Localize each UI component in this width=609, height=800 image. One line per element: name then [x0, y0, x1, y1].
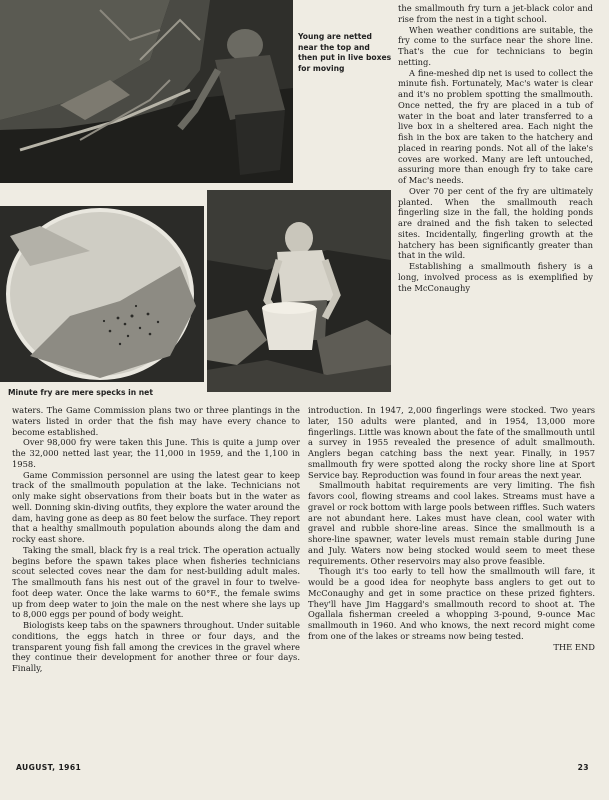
- paragraph: Game Commission personnel are using the latest gear to keep track of the smallmouth population at the lake. Technicians not only make sight observations from their boats but in the water as well. Donning skin-diving outfits, they explore the water around the dam, having gone as deep as 80 feet below the surface. They report that a healthy smallmouth population abounds along the dam and rocky east shore.: [12, 469, 300, 544]
- bucket-photo-graphic: [207, 190, 391, 392]
- paragraph: waters. The Game Commission plans two or three plantings in the waters listed in order that the fish may have every chance to become established.: [12, 405, 300, 437]
- paragraph: Biologists keep tabs on the spawners throughout. Under suitable conditions, the eggs hatch in three or four days, and the transparent young fish fall among the crevices in the gravel where they continue their development for another three or four days. Finally,: [12, 620, 300, 673]
- paragraph: the smallmouth fry turn a jet-black color and rise from the nest in a tight school.: [398, 3, 593, 24]
- photo-technician-bucket: [207, 190, 391, 392]
- paragraph: When weather conditions are suitable, the fry come to the surface near the shore line. That's the cue for technicians to begin netting.: [398, 24, 593, 67]
- paragraph: Over 70 per cent of the fry are ultimately planted. When the smallmouth reach fingerling size in the fall, the holding ponds are drained and the fish taken to selected sites. Incidentally, fingerling growth at the hatchery has been significantly greater than that in the wild.: [398, 185, 593, 261]
- text-column-right-top: [398, 3, 593, 293]
- photo-netting-fry: [0, 0, 293, 183]
- photo-fry-in-net: [0, 206, 204, 382]
- net-photo-graphic: [0, 206, 204, 382]
- paragraph: Smallmouth habitat requirements are very limiting. The fish favors cool, flowing streams and cool lakes. Streams must have a gravel or rock bottom with large pools between riffles. Such waters are not abundant here. Lakes must have clean, cool water with gravel and rubble shore-line areas. Since the smallmouth is a shore-line spawner, water levels must remain stable during June and July. Waters now being stocked would seem to meet these requirements. Other reservoirs may also prove feasible.: [308, 480, 595, 566]
- paragraph: Over 98,000 fry were taken this June. This is quite a jump over the 32,000 netted last year, the 11,000 in 1959, and the 1,100 in 1958.: [12, 437, 300, 469]
- paragraph: Though it's too early to tell how the smallmouth will fare, it would be a good idea for neophyte bass anglers to get out to McConaughy and get in some practice on these prized fighters. They'll have Jim Haggard's smallmouth record to shoot at. The Ogallala fisherman creeled a whopping 3-pound, 9-ounce Mac smallmouth in 1960. And who knows, the next record might come from one of the lakes or streams now being tested.: [308, 566, 595, 641]
- paragraph: Establishing a smallmouth fishery is a long, involved process as is exemplified by the McConaughy: [398, 261, 593, 293]
- text-column-left: [12, 405, 300, 674]
- folio-date: AUGUST, 1961: [16, 763, 82, 772]
- photo-caption-net: Minute fry are mere specks in net: [8, 388, 153, 397]
- page-number: 23: [577, 763, 589, 772]
- paragraph: Taking the small, black fry is a real trick. The operation actually begins before the spawn takes place when fisheries technicians scout selected coves near the dam for nest-building adult males. The smallmouth fans his nest out of the gravel in four to twelve-foot deep water. Once the lake warms to 60°F., the female swims up from deep water to join the male on the nest where she lays up to 8,000 eggs per pound of body weight.: [12, 544, 300, 620]
- photo-caption-netting: Young are netted near the top and then put in live boxes for moving: [298, 32, 392, 73]
- paragraph: introduction. In 1947, 2,000 fingerlings were stocked. Two years later, 150 adults were planted, and in 1954, 13,000 more fingerlings. Little was known about the fate of the smallmouth until a survey in 1955 revealed the presence of adult smallmouth. Anglers began catching bass the next year. Finally, in 1957 smallmouth fry were spotted along the rocky shore line at Sport Service bay. Reproduction was found in four areas the next year.: [308, 405, 595, 480]
- paragraph: A fine-meshed dip net is used to collect the minute fish. Fortunately, Mac's water is clear and it's no problem spotting the smallmouth. Once netted, the fry are placed in a tub of water in the boat and later transferred to a live box in a sheltered area. Each night the fish in the box are taken to the hatchery and placed in rearing ponds. Not all of the lake's coves are worked. Many are left untouched, assuring more than enough fry to take care of Mac's needs.: [398, 67, 593, 185]
- text-column-right-bottom: [308, 405, 595, 652]
- end-mark: THE END: [553, 641, 595, 652]
- netting-photo-graphic: [0, 0, 293, 183]
